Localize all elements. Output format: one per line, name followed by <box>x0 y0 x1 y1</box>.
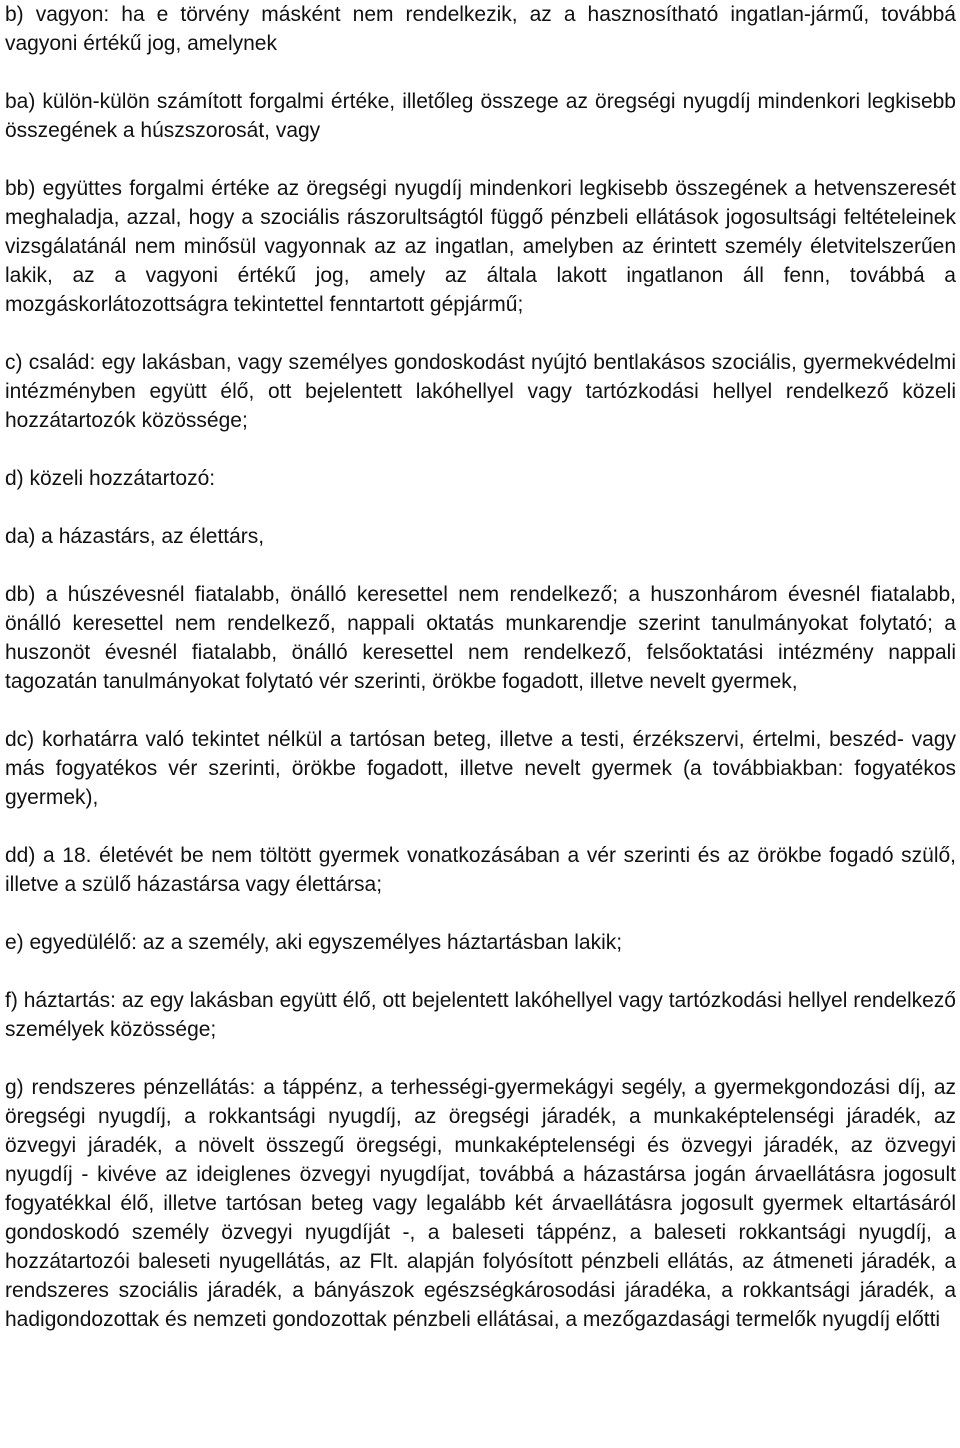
paragraph-g-rendszeres-penzellatas: g) rendszeres pénzellátás: a táppénz, a terhességi-gyermekágyi segély, a gyermekgondozási díj, az öregségi nyugdíj, a rokkantsági nyugdíj, az öregségi járadék, a munkaképtelenségi járadék, az özvegyi járadék, a növelt összegű öregségi, munkaképtelenségi és özvegyi járadék, az özvegyi nyugdíj - kivéve az ideiglenes özvegyi nyugdíjat, továbbá a házastársa jogán árvaellátásra jogosult fogyatékkal élő, illetve tartósan beteg vagy legalább két árvaellátásra jogosult gyermek eltartásáról gondoskodó személy özvegyi nyugdíját -, a baleseti táppénz, a baleseti rokkantsági nyugdíj, a hozzátartozói baleseti nyugellátás, az Flt. alapján folyósított pénzbeli ellátás, az átmeneti járadék, a rendszeres szociális járadék, a bányászok egészségkárosodási járadéka, a rokkantsági járadék, a hadigondozottak és nemzeti gondozottak pénzbeli ellátásai, a mezőgazdasági termelők nyugdíj előtti <box>5 1076 956 1331</box>
paragraph-f-haztartas: f) háztartás: az egy lakásban együtt élő, ott bejelentett lakóhellyel vagy tartózkodási hellyel rendelkező személyek közössége; <box>5 989 956 1041</box>
document-page <box>5 0 956 1334</box>
paragraph-b-vagyon: b) vagyon: ha e törvény másként nem rendelkezik, az a hasznosítható ingatlan-jármű, továbbá vagyoni értékű jog, amelynek <box>5 3 956 55</box>
paragraph-db: db) a húszévesnél fiatalabb, önálló keresettel nem rendelkező; a huszonhárom évesnél fiatalabb, önálló keresettel nem rendelkező, nappali oktatás munkarendje szerint tanulmányokat folytató; a huszonöt évesnél fiatalabb, önálló keresettel nem rendelkező, felsőoktatási intézmény nappali tagozatán tanulmányokat folytató vér szerinti, örökbe fogadott, illetve nevelt gyermek, <box>5 583 956 693</box>
paragraph-c-csalad: c) család: egy lakásban, vagy személyes gondoskodást nyújtó bentlakásos szociális, gyermekvédelmi intézményben együtt élő, ott bejelentett lakóhellyel vagy tartózkodási hellyel rendelkező közeli hozzátartozók közössége; <box>5 351 956 432</box>
paragraph-bb: bb) együttes forgalmi értéke az öregségi nyugdíj mindenkori legkisebb összegének a hetvenszeresét meghaladja, azzal, hogy a szociális rászorultságtól függő pénzbeli ellátások jogosultsági feltételeinek vizsgálatánál nem minősül vagyonnak az az ingatlan, amelyben az érintett személy életvitelszerűen lakik, az a vagyoni értékű jog, amely az általa lakott ingatlanon áll fenn, továbbá a mozgáskorlátozottságra tekintettel fenntartott gépjármű; <box>5 177 956 316</box>
paragraph-da: da) a házastárs, az élettárs, <box>5 525 265 548</box>
paragraph-dd: dd) a 18. életévét be nem töltött gyermek vonatkozásában a vér szerinti és az örökbe fogadó szülő, illetve a szülő házastársa vagy élettársa; <box>5 844 956 896</box>
paragraph-dc: dc) korhatárra való tekintet nélkül a tartósan beteg, illetve a testi, érzékszervi, értelmi, beszéd- vagy más fogyatékos vér szerinti, örökbe fogadott, illetve nevelt gyermek (a továbbiakban: fogyatékos gyermek), <box>5 728 956 809</box>
paragraph-ba: ba) külön-külön számított forgalmi értéke, illetőleg összege az öregségi nyugdíj mindenkori legkisebb összegének a húszszorosát, vagy <box>5 90 956 142</box>
paragraph-d-kozeli-hozzatartozo: d) közeli hozzátartozó: <box>5 467 216 490</box>
paragraph-e-egyedulelo: e) egyedülélő: az a személy, aki egyszemélyes háztartásban lakik; <box>5 931 623 954</box>
